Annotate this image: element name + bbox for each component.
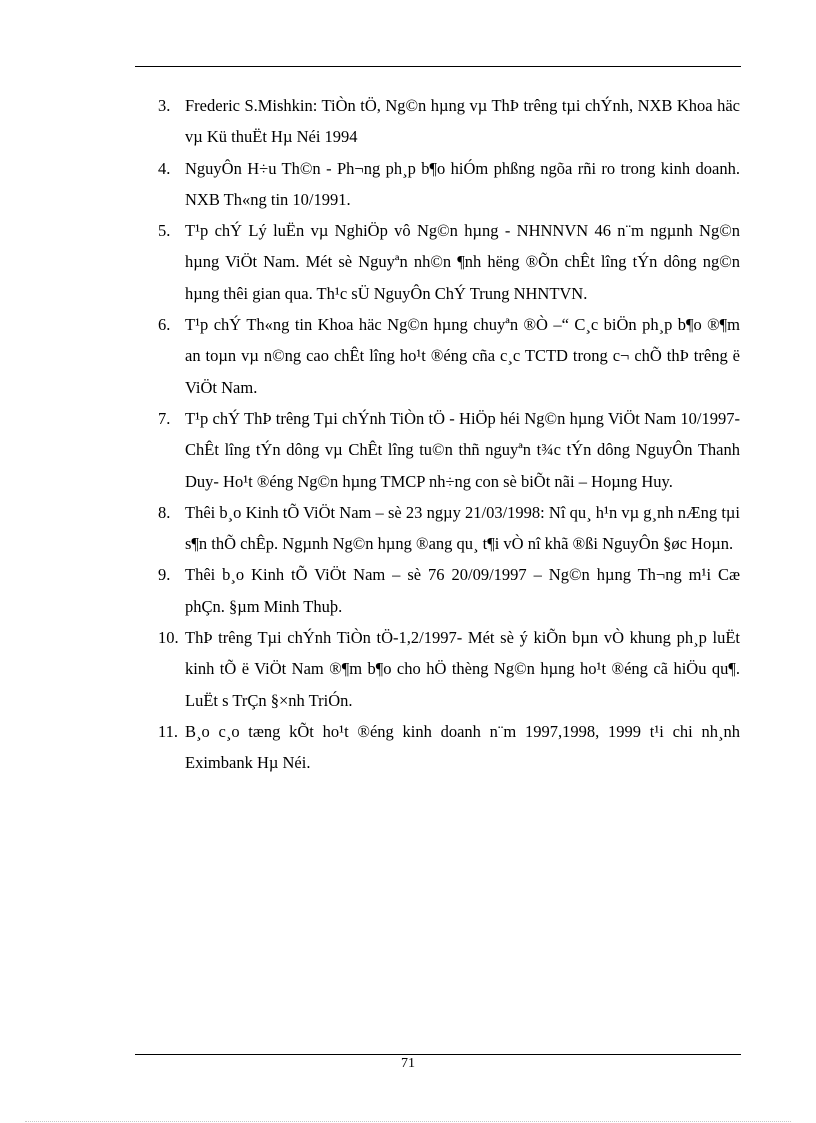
reference-list bbox=[158, 90, 740, 779]
reference-item bbox=[158, 559, 740, 622]
page-bottom-dotted-border bbox=[25, 1121, 791, 1122]
reference-text: T¹p chÝ Th«ng tin Khoa häc Ng©n hµng chuyªn ®Ò –“ C¸c biÖn ph¸p b¶o ®¶m an toµn vµ n©ng cao chÊt lîng ho¹t ®éng cña c¸c TCTD trong c¬ chÕ thÞ trêng ë ViÖt Nam. bbox=[185, 315, 740, 397]
reference-item bbox=[158, 90, 740, 153]
reference-text: T¹p chÝ Lý luËn vµ NghiÖp vô Ng©n hµng - NHNNVN 46 n¨m ngµnh Ng©n hµng ViÖt Nam. Mét sè Nguyªn nh©n ¶nh hëng ®Õn chÊt lîng tÝn dông ng©n hµng thêi gian qua. Th¹c sÜ NguyÔn ChÝ Trung NHNTVN. bbox=[185, 221, 740, 303]
reference-item bbox=[158, 716, 740, 779]
reference-number: 9. bbox=[158, 565, 171, 585]
reference-number: 11. bbox=[158, 721, 179, 741]
reference-item bbox=[158, 403, 740, 497]
reference-text: T¹p chÝ ThÞ trêng Tµi chÝnh TiÒn tÖ - HiÖp héi Ng©n hµng ViÖt Nam 10/1997- ChÊt lîng tÝn dông vµ ChÊt lîng tu©n thñ nguyªn t¾c tÝn dông NguyÔn Thanh Duy- Ho¹t ®éng Ng©n hµng TMCP nh÷ng con sè biÕt nãi – Hoµng Huy. bbox=[185, 408, 740, 491]
header-rule bbox=[135, 66, 741, 67]
reference-number: 7. bbox=[158, 408, 171, 428]
reference-text: B¸o c¸o tæng kÕt ho¹t ®éng kinh doanh n¨m 1997,1998, 1999 t¹i chi nh¸nh Eximbank Hµ Néi. bbox=[185, 721, 740, 773]
reference-item bbox=[158, 497, 740, 560]
reference-number: 8. bbox=[158, 502, 171, 522]
reference-text: Thêi b¸o Kinh tÕ ViÖt Nam – sè 76 20/09/1997 – Ng©n hµng Th¬ng m¹i Cæ phÇn. §µm Minh Thuþ. bbox=[185, 565, 740, 616]
reference-text: Thêi b¸o Kinh tÕ ViÖt Nam – sè 23 ngµy 21/03/1998: Nî qu¸ h¹n vµ g¸nh nÆng tµi s¶n thÕ chÊp. Ngµnh Ng©n hµng ®ang qu¸ t¶i vÒ nî khã ®ßi NguyÔn §øc Hoµn. bbox=[185, 502, 740, 554]
reference-number: 3. bbox=[158, 96, 171, 115]
reference-item bbox=[158, 153, 740, 216]
reference-item bbox=[158, 622, 740, 716]
reference-number: 10. bbox=[158, 628, 179, 648]
footer-rule bbox=[135, 1054, 741, 1055]
reference-text: ThÞ trêng Tµi chÝnh TiÒn tÖ-1,2/1997- Mét sè ý kiÕn bµn vÒ khung ph¸p luËt kinh tÕ ë ViÖt Nam ®¶m b¶o cho hÖ thèng Ng©n hµng ho¹t ®éng cã hiÖu qu¶. LuËt s TrÇn §×nh TriÓn. bbox=[185, 628, 740, 710]
reference-number: 6. bbox=[158, 315, 171, 335]
reference-item bbox=[158, 309, 740, 403]
page-number: 71 bbox=[401, 1056, 415, 1071]
reference-number: 5. bbox=[158, 221, 171, 241]
reference-item bbox=[158, 215, 740, 309]
reference-number: 4. bbox=[158, 158, 171, 178]
reference-text: NguyÔn H÷u Th©n - Ph¬ng ph¸p b¶o hiÓm phßng ngõa rñi ro trong kinh doanh. NXB Th«ng tin 10/1991. bbox=[185, 158, 740, 209]
reference-text: Frederic S.Mishkin: TiÒn tÖ, Ng©n hµng vµ ThÞ trêng tµi chÝnh, NXB Khoa häc vµ Kü thuËt Hµ Néi 1994 bbox=[185, 96, 740, 147]
